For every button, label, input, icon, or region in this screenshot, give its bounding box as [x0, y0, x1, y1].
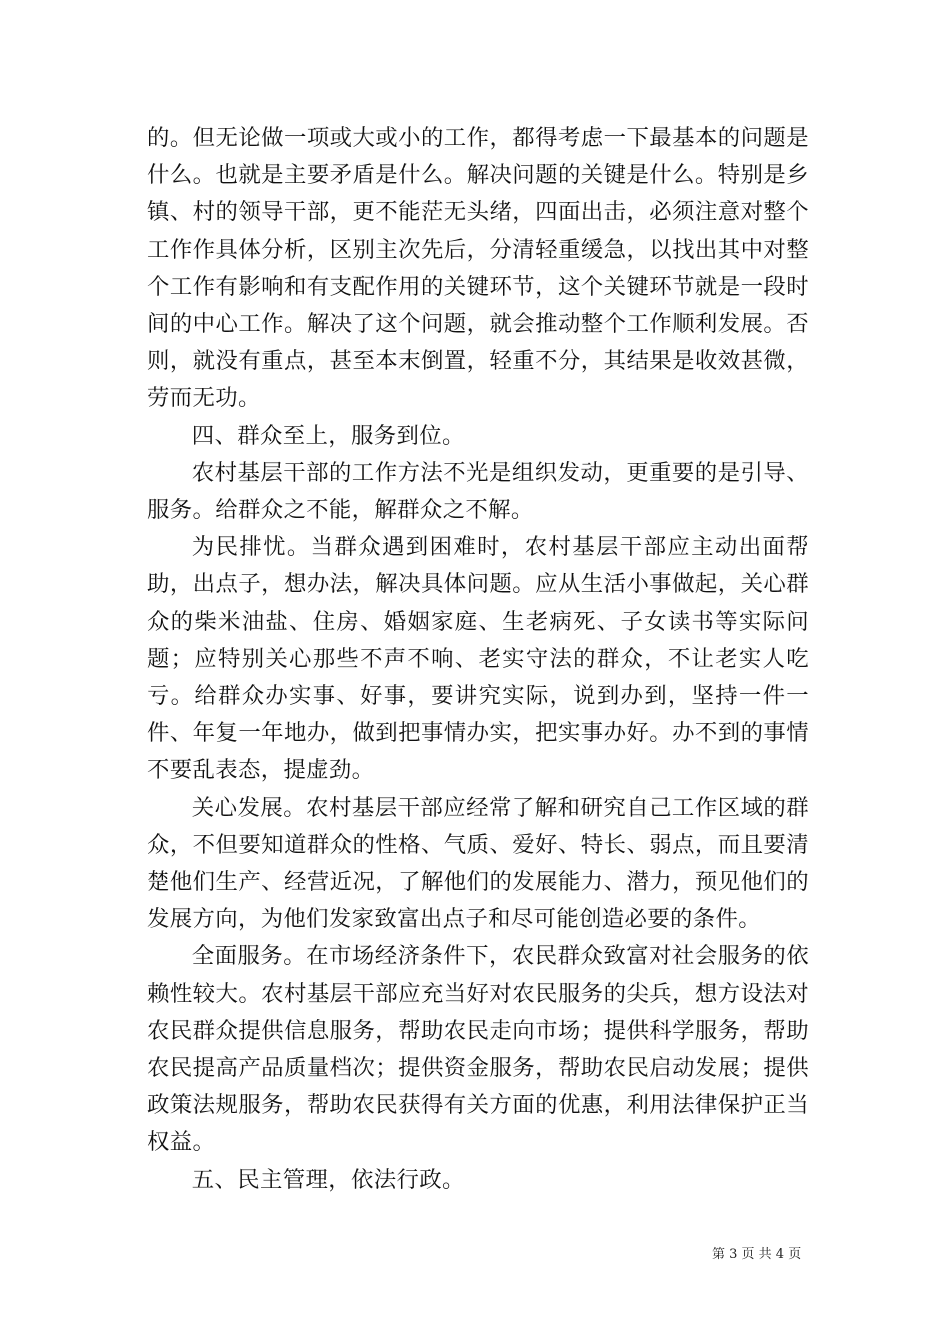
paragraph: 全面服务。在市场经济条件下，农民群众致富对社会服务的依赖性较大。农村基层干部应充当好对农民服务的尖兵，想方设法对农民群众提供信息服务，帮助农民走向市场；提供科学服务，帮助农民提高产品质量档次；提供资金服务，帮助农民启动发展；提供政策法规服务，帮助农民获得有关方面的优惠，利用法律保护正当权益。: [147, 943, 809, 1156]
section-heading-4: 四、群众至上，服务到位。: [191, 422, 465, 449]
paragraph: 关心发展。农村基层干部应经常了解和研究自己工作区域的群众，不但要知道群众的性格、气质、爱好、特长、弱点，而且要清楚他们生产、经营近况，了解他们的发展能力、潜力，预见他们的发展方向，为他们发家致富出点子和尽可能创造必要的条件。: [147, 794, 809, 933]
paragraph-continuation: 的。但无论做一项或大或小的工作，都得考虑一下最基本的问题是什么。也就是主要矛盾是什么。解决问题的关键是什么。特别是乡镇、村的领导干部，更不能茫无头绪，四面出击，必须注意对整个工作作具体分析，区别主次先后，分清轻重缓急，以找出其中对整个工作有影响和有支配作用的关键环节，这个关键环节就是一段时间的中心工作。解决了这个问题，就会推动整个工作顺利发展。否则，就没有重点，甚至本末倒置，轻重不分，其结果是收效甚微，劳而无功。: [147, 125, 809, 412]
page-number-footer: 第 3 页 共 4 页: [712, 1247, 802, 1262]
paragraph: 为民排忧。当群众遇到困难时，农村基层干部应主动出面帮助，出点子，想办法，解决具体问题。应从生活小事做起，关心群众的柴米油盐、住房、婚姻家庭、生老病死、子女读书等实际问题；应特别关心那些不声不响、老实守法的群众，不让老实人吃亏。给群众办实事、好事，要讲究实际，说到办到，坚持一件一件、年复一年地办，做到把事情办实，把实事办好。办不到的事情不要乱表态，提虚劲。: [147, 534, 809, 784]
document-body: [147, 120, 809, 1199]
paragraph: 农村基层干部的工作方法不光是组织发动，更重要的是引导、服务。给群众之不能，解群众之不解。: [147, 459, 809, 524]
section-heading-5: 五、民主管理，依法行政。: [191, 1166, 465, 1193]
